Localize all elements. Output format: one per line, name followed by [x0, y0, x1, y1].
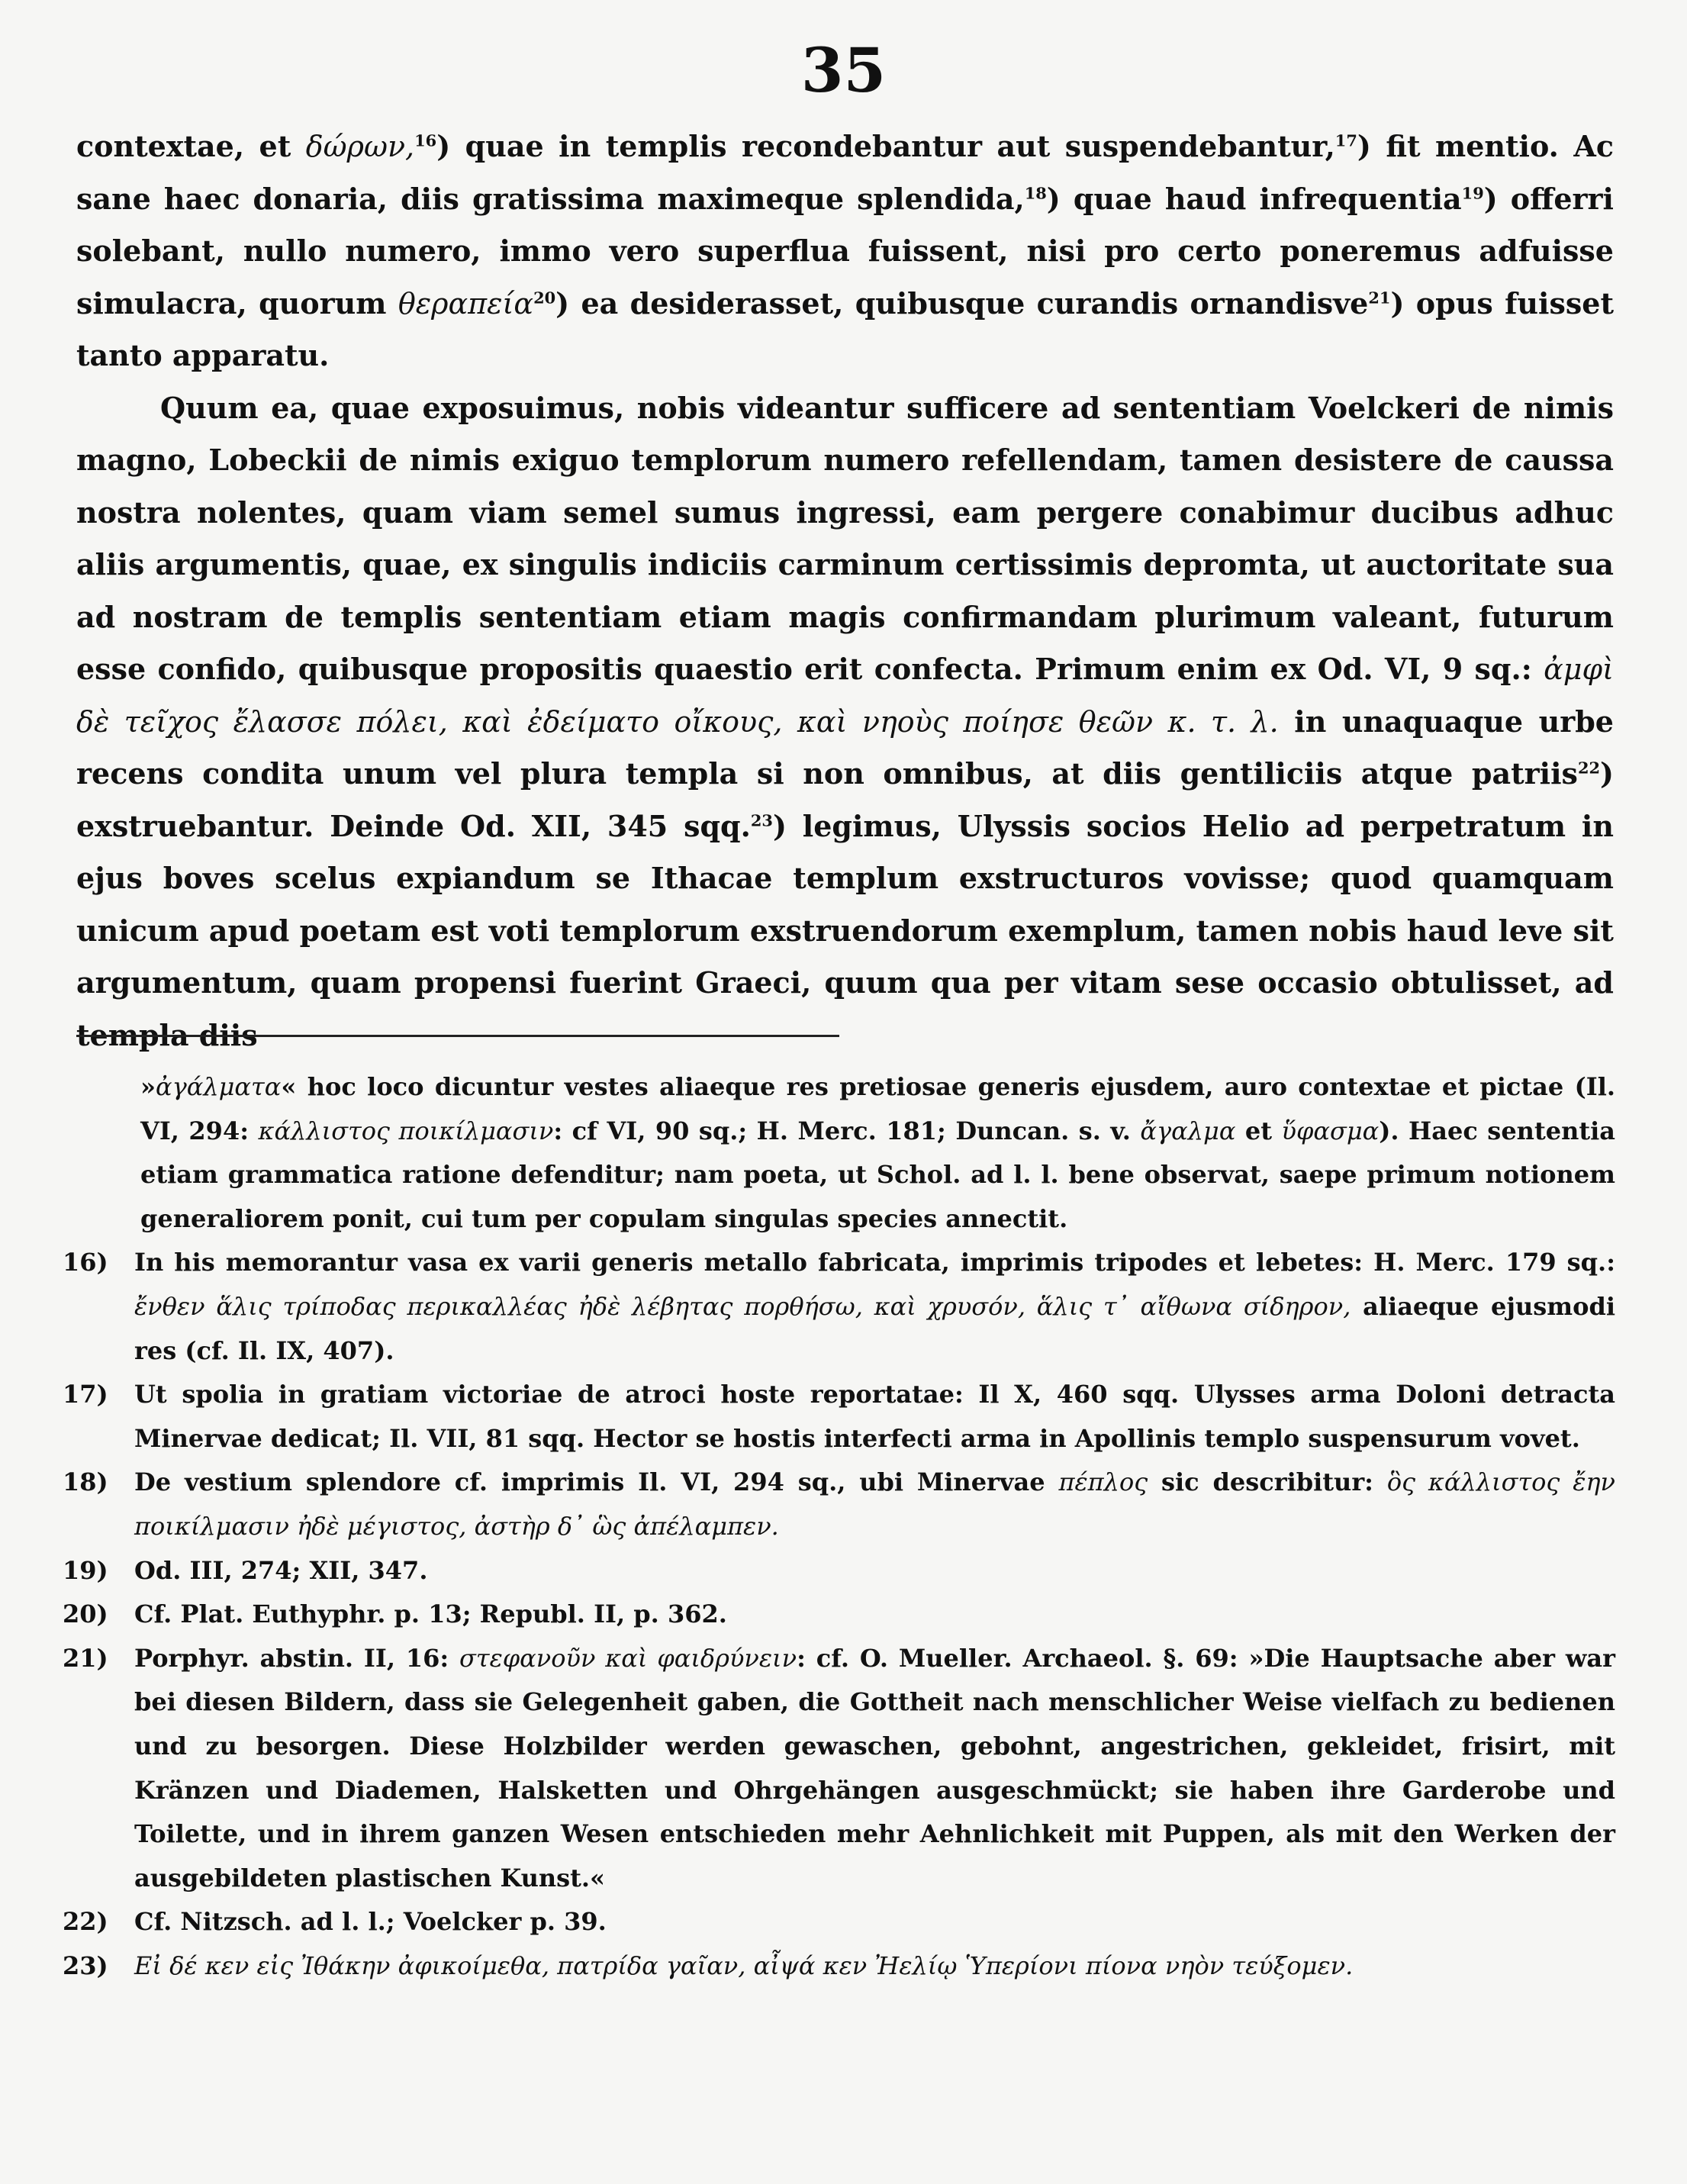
footnote-text — [134, 1380, 1615, 1453]
footnote-number: 19) — [63, 1555, 108, 1585]
footnote-number: 22) — [63, 1907, 108, 1937]
greek-quote: ἀγάλματα — [156, 1072, 282, 1101]
footnote-ref: 21 — [1368, 287, 1391, 307]
footnote-16 — [63, 1241, 1615, 1373]
greek-quote: κάλλιστος ποικίλμασιν — [258, 1116, 554, 1145]
footnote-19 — [63, 1549, 1615, 1593]
greek-quote: ὃς κάλλιστος ἔην ποικίλμασιν ἠδὲ μέγιστος, ἀστὴρ δ᾽ ὣς ἀπέλαμπεν. — [134, 1467, 1615, 1541]
footnote-ref: 19 — [1461, 182, 1484, 202]
footnote-divider — [76, 1035, 839, 1037]
greek-quote: στεφανοῦν καὶ φαιδρύνειν — [459, 1643, 797, 1673]
footnote-continuation — [63, 1065, 1615, 1241]
greek-quote: ἄγαλμα — [1140, 1116, 1236, 1145]
text-run: ) ea desiderasset, quibusque curandis ornandisve — [555, 285, 1369, 321]
greek-quote: ὕφασμα — [1281, 1116, 1380, 1145]
footnote-ref: 18 — [1024, 182, 1047, 202]
text-run: ) quae in templis recondebantur aut suspendebantur, — [436, 129, 1335, 163]
text-run: In his memorantur vasa ex varii generis metallo fabricata, imprimis tripodes et lebetes: H. Merc. 179 sq.: — [134, 1248, 1615, 1277]
footnote-17 — [63, 1373, 1615, 1461]
text-run: Ut spolia in gratiam victoriae de atroci hoste reportatae: Il X, 460 sqq. Ulysses arma Doloni detracta Minervae dedicat; Il. VII, 81 sqq. Hector se hostis interfecti arma in Apollinis templo suspensurum vovet. — [134, 1380, 1615, 1453]
footnote-number: 20) — [63, 1599, 108, 1629]
footnote-22 — [63, 1900, 1615, 1944]
text-run: Od. III, 274; XII, 347. — [134, 1555, 428, 1585]
text-run: ) offerri solebant, nullo numero, immo vero superflua fuissent, nisi pro certo poneremus adfuisse simulacra, quorum — [76, 181, 1614, 321]
footnote-text — [134, 1248, 1615, 1364]
text-run: Quum ea, quae exposuimus, nobis videantur sufficere ad sententiam Voelckeri de nimis magno, Lobeckii de nimis exiguo templorum numero refellendam, tamen desistere de caussa nostra nolentes, quam viam semel sumus ingressi, eam pergere conabimur ducibus adhuc aliis argumentis, quae, ex singulis indiciis carminum certissimis depromta, ut auctoritate sua ad nostram de templis sententiam etiam magis confirmandam plurimum valeant, futurum esse confido, quibusque propositis quaestio erit confecta. Primum enim ex Od. VI, 9 sq.: — [76, 390, 1614, 686]
greek-quote: πέπλος — [1058, 1467, 1148, 1497]
footnote-18 — [63, 1461, 1615, 1548]
text-run: et — [1235, 1116, 1282, 1145]
text-run: ) opus fuisset tanto apparatu. — [76, 285, 1614, 372]
text-run: : cf VI, 90 sq.; H. Merc. 181; Duncan. s. v. — [553, 1116, 1141, 1145]
text-run: » — [140, 1072, 156, 1101]
greek-quote: δώρων, — [305, 130, 415, 163]
text-run: De vestium splendore cf. imprimis Il. VI, 294 sq., ubi Minervae — [134, 1467, 1059, 1497]
footnote-ref: 17 — [1334, 130, 1357, 150]
text-run: ) fit mentio. Ac sane haec donaria, diis gratissima maximeque splendida, — [76, 129, 1614, 216]
footnote-23 — [63, 1944, 1615, 1989]
text-run: : cf. O. Mueller. Archaeol. §. 69: »Die Hauptsache aber war bei diesen Bildern, dass sie Gelegenheit gaben, die Gottheit nach menschlicher Weise vielfach zu bedienen und zu besorgen. Diese Holzbilder werden gewaschen, gebohnt, angestrichen, gekleidet, frisirt, mit Kränzen und Diademen, Halsketten und Ohrgehängen ausgeschmückt; sie haben ihre Garderobe und Toilette, und in ihrem ganzen Wesen entschieden mehr Aehnlichkeit mit Puppen, als mit den Werken der ausgebildeten plastischen Kunst.« — [134, 1643, 1616, 1892]
text-run: in unaquaque urbe recens condita unum vel plura templa si non omnibus, at diis gentiliciis atque patriis — [76, 704, 1614, 791]
footnotes — [63, 1065, 1615, 1988]
footnote-ref: 22 — [1577, 758, 1601, 778]
main-text — [76, 121, 1614, 1061]
greek-quote: Εἰ δέ κεν εἰς Ἰθάκην ἀφικοίμεθα, πατρίδα γαῖαν, αἶψά κεν Ἠελίῳ Ὑπερίονι πίονα νηὸν τεύξομεν. — [134, 1950, 1354, 1980]
text-run: aliaeque ejusmodi res (cf. Il. IX, 407). — [134, 1291, 1616, 1365]
footnote-text — [134, 1951, 1353, 1980]
footnote-21 — [63, 1637, 1615, 1901]
text-run: ) legimus, Ulyssis socios Helio ad perpetratum in ejus boves scelus expiandum se Ithacae templum exstructuros vovisse; quod quamquam unicum apud poetam est voti templorum exstruendorum exemplum, tamen nobis haud leve sit argumentum, quam propensi fuerint Graeci, quum qua per vitam sese occasio obtulisset, ad templa diis — [76, 808, 1614, 1052]
text-run: ) quae haud infrequentia — [1046, 181, 1462, 216]
text-run: ). Haec sententia etiam grammatica ratione defenditur; nam poeta, ut Schol. ad l. l. bene observat, saepe primum notionem generaliorem ponit, cui tum per copulam singulas species annectit. — [140, 1116, 1616, 1233]
text-run: contextae, et — [76, 129, 306, 163]
paragraph-1 — [76, 121, 1614, 382]
footnote-number: 17) — [63, 1380, 108, 1409]
footnote-number: 16) — [63, 1248, 108, 1277]
footnote-ref: 16 — [414, 130, 437, 150]
footnote-number: 21) — [63, 1643, 108, 1673]
greek-quote: θεραπεία — [398, 286, 534, 321]
text-run: ) exstruebantur. Deinde Od. XII, 345 sqq. — [76, 756, 1614, 843]
footnote-text — [134, 1599, 727, 1628]
footnote-number: 18) — [63, 1467, 108, 1497]
footnote-text — [134, 1644, 1615, 1892]
footnote-number: 23) — [63, 1950, 108, 1980]
text-run: sic describitur: — [1148, 1467, 1387, 1497]
footnote-text — [134, 1467, 1615, 1541]
text-run: Cf. Plat. Euthyphr. p. 13; Republ. II, p. 362. — [134, 1599, 727, 1629]
greek-quote: ἔνθεν ἅλις τρίποδας περικαλλέας ἠδὲ λέβητας πορθήσω, καὶ χρυσόν, ἅλις τ᾽ αἴθωνα σίδηρον, — [134, 1291, 1351, 1321]
footnote-20 — [63, 1593, 1615, 1637]
page-number: 35 — [800, 34, 887, 106]
paragraph-2 — [76, 382, 1614, 1062]
footnote-ref: 23 — [750, 810, 773, 829]
footnote-ref: 20 — [533, 287, 556, 307]
footnote-text — [134, 1907, 607, 1936]
text-run: Cf. Nitzsch. ad l. l.; Voelcker p. 39. — [134, 1907, 607, 1937]
greek-quote: ἀμφὶ δὲ τεῖχος ἔλασσε πόλει, καὶ ἐδείματο οἴκους, καὶ νηοὺς ποίησε θεῶν κ. τ. λ. — [76, 652, 1614, 739]
text-run: « hoc loco dicuntur vestes aliaeque res pretiosae generis ejusdem, auro contextae et pictae (Il. VI, 294: — [140, 1072, 1615, 1145]
footnote-text — [134, 1556, 427, 1585]
text-run: Porphyr. abstin. II, 16: — [134, 1643, 460, 1673]
